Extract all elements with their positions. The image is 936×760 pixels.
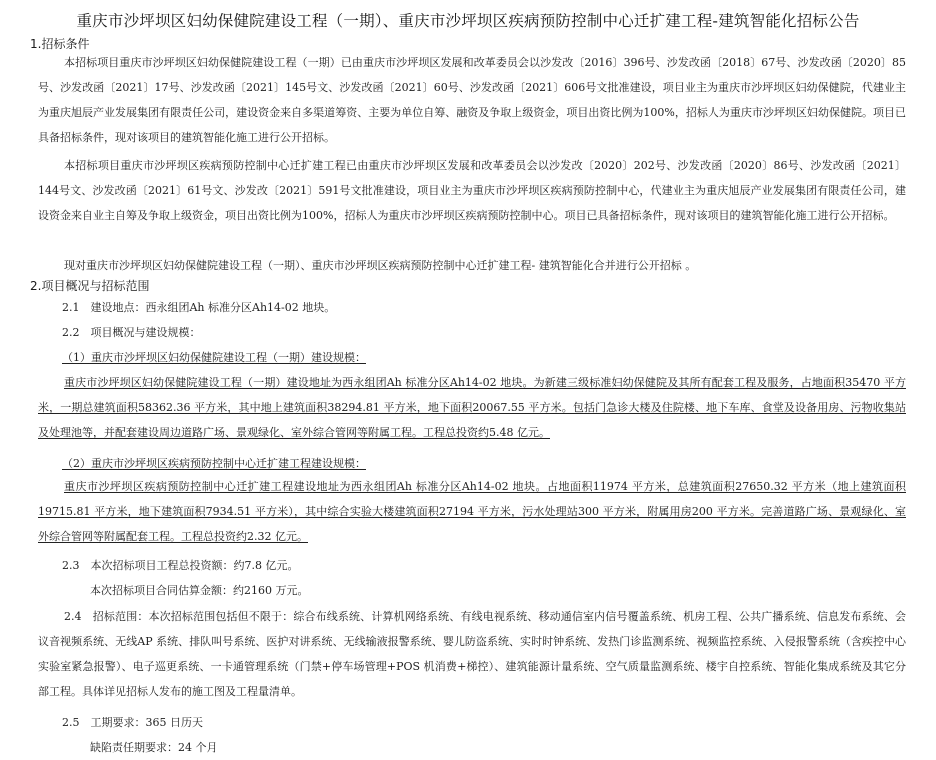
announcement-title: 重庆市沙坪坝区妇幼保健院建设工程（一期）、重庆市沙坪坝区疾病预防控制中心迁扩建工程-建筑智能化招标公告 [76,12,860,30]
section-1-paragraph-1: 本招标项目重庆市沙坪坝区妇幼保健院建设工程（一期）已由重庆市沙坪坝区发展和改革委员会以沙发改〔2016〕396号、沙发改函〔2018〕67号、沙发改函〔2020〕85号、沙发改函〔2021〕17号、沙发改函〔2021〕145号文、沙发改函〔2021〕60号、沙发改函〔2021〕606号文批准建设，项目业主为重庆市沙坪坝区妇幼保健院，代建业主为重庆旭辰产业发展集团有限责任公司，建设资金来自多渠道筹资、主要为单位自筹、融资及争取上级资金，项目出资比例为100%，招标人为重庆市沙坪坝区妇幼保健院。项目已具备招标条件，现对该项目的建筑智能化施工进行公开招标。 [38,56,906,144]
section-2-heading: 2.项目概况与招标范围 [30,279,150,293]
item-2-5-defect-liability: 缺陷责任期要求：24 个月 [90,741,218,754]
item-2-5-duration: 2.5 工期要求：365 日历天 [62,716,203,729]
subsection-2-body: 重庆市沙坪坝区疾病预防控制中心迁扩建工程建设地址为西永组团Ah 标准分区Ah14-02 地块。占地面积11974 平方米，总建筑面积27650.32 平方米（地上建筑面积19715.81 平方米，地下建筑面积7934.51 平方米），其中综合实验大楼建筑面积27194 平方米，污水处理站300 平方米，附属用房200 平方米。完善道路广场、景观绿化、室外综合管网等附属配套工程。工程总投资约2.32 亿元。 [38,480,906,543]
item-2-3-contract-estimate: 本次招标项目合同估算金额：约2160 万元。 [90,584,309,597]
item-2-1-location: 2.1 建设地点：西永组团Ah 标准分区Ah14-02 地块。 [62,301,336,314]
subsection-2-title: （2）重庆市沙坪坝区疾病预防控制中心迁扩建工程建设规模： [62,457,366,470]
item-2-4-scope: 2.4 招标范围：本次招标范围包括但不限于：综合布线系统、计算机网络系统、有线电视系统、移动通信室内信号覆盖系统、机房工程、公共广播系统、信息发布系统、会议音视频系统、无线AP 系统、排队叫号系统、医护对讲系统、无线输液报警系统、婴儿防盗系统、实时时钟系统、发热门诊监测系统、视频监控系统、入侵报警系统（含疾控中心实验室紧急报警）、电子巡更系统、一卡通管理系统（门禁+停车场管理+POS 机消费+梯控）、建筑能源计量系统、空气质量监测系统、楼宇自控系统、智能化集成系统及其它分部工程。具体详见招标人发布的施工图及工程量清单。 [38,610,906,698]
subsection-1-body: 重庆市沙坪坝区妇幼保健院建设工程（一期）建设地址为西永组团Ah 标准分区Ah14-02 地块。为新建三级标准妇幼保健院及其所有配套工程及服务，占地面积35470 平方米，一期总建筑面积58362.36 平方米，其中地上建筑面积38294.81 平方米，地下面积20067.55 平方米。包括门急诊大楼及住院楼、地下车库、食堂及设备用房、污物收集站及处理池等，并配套建设周边道路广场、景观绿化、室外综合管网等附属工程。工程总投资约5.48 亿元。 [38,376,906,439]
item-2-3-investment: 2.3 本次招标项目工程总投资额：约7.8 亿元。 [62,559,299,572]
subsection-1-title: （1）重庆市沙坪坝区妇幼保健院建设工程（一期）建设规模： [62,351,366,364]
item-2-2-heading: 2.2 项目概况与建设规模： [62,326,201,339]
section-1-paragraph-3: 现对重庆市沙坪坝区妇幼保健院建设工程（一期）、重庆市沙坪坝区疾病预防控制中心迁扩建工程- 建筑智能化合并进行公开招标 。 [64,259,697,272]
section-1-paragraph-2: 本招标项目重庆市沙坪坝区疾病预防控制中心迁扩建工程已由重庆市沙坪坝区发展和改革委员会以沙发改〔2020〕202号、沙发改函〔2020〕86号、沙发改函〔2021〕144号文、沙发改函〔2021〕61号文、沙发改〔2021〕591号文批准建设，项目业主为重庆市沙坪坝区疾病预防控制中心，代建业主为重庆旭辰产业发展集团有限责任公司，建设资金来自业主自筹及争取上级资金，项目出资比例为100%，招标人为重庆市沙坪坝区疾病预防控制中心。项目已具备招标条件，现对该项目的建筑智能化施工进行公开招标。 [38,159,906,222]
section-1-heading: 1.招标条件 [30,37,90,51]
